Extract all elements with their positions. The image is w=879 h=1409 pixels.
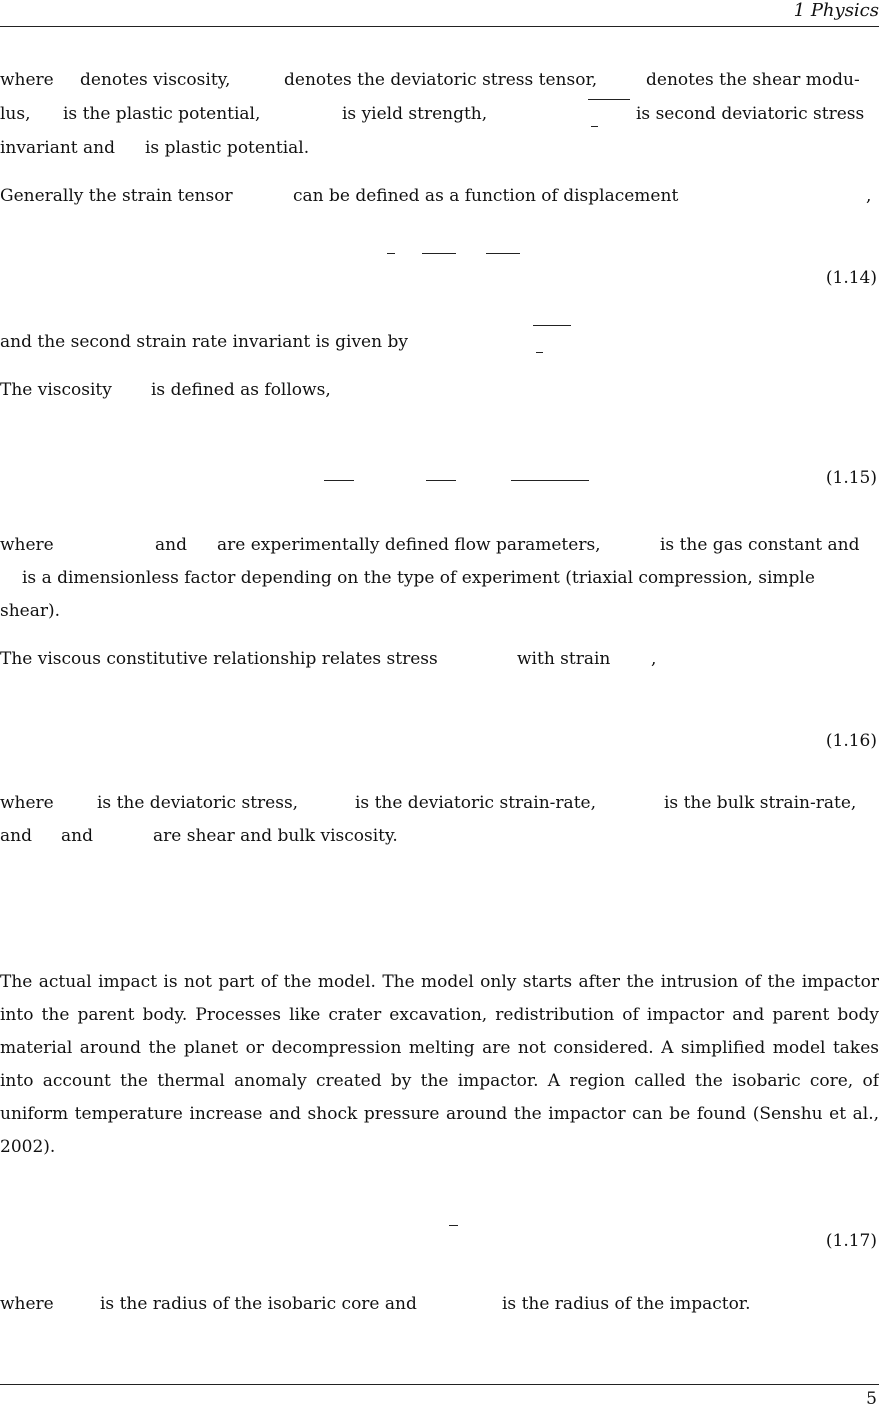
text-fragment: where — [0, 1294, 54, 1314]
sqrt-overbar — [588, 99, 630, 100]
text-line — [0, 70, 879, 92]
text-fragment: is the deviatoric stress, — [97, 793, 299, 813]
text-fragment: The viscous constitutive relationship relates stress — [0, 649, 438, 669]
equation-number: (1.15) — [825, 468, 877, 488]
text-line — [0, 826, 879, 848]
text-fragment: is the plastic potential, — [63, 104, 261, 124]
text-fragment: is the deviatoric strain-rate, — [355, 793, 596, 813]
text-fragment: and the second strain rate invariant is given by — [0, 332, 408, 352]
text-fragment: are shear and bulk viscosity. — [153, 826, 398, 846]
text-fragment: is the bulk strain-rate, — [664, 793, 857, 813]
equation-number: (1.14) — [825, 268, 877, 288]
text-line — [0, 1294, 879, 1316]
fraction-bar — [324, 480, 354, 481]
text-fragment: is defined as follows, — [151, 380, 331, 400]
fraction-dash — [449, 1225, 458, 1226]
text-fragment: with strain — [517, 649, 611, 669]
text-line — [0, 138, 879, 160]
equation-number: (1.16) — [825, 731, 877, 751]
text-fragment: Generally the strain tensor — [0, 186, 233, 206]
text-fragment: is the radius of the isobaric core and — [100, 1294, 417, 1314]
text-fragment: , — [651, 649, 657, 669]
text-fragment: denotes the shear modu- — [646, 70, 860, 90]
text-fragment: and — [61, 826, 93, 846]
text-fragment: is second deviatoric stress — [636, 104, 865, 124]
text-fragment: is plastic potential. — [145, 138, 310, 158]
footer-rule — [0, 1384, 879, 1385]
page-header — [0, 0, 879, 27]
text-fragment: The viscosity — [0, 380, 112, 400]
text-fragment: can be defined as a function of displacement — [293, 186, 679, 206]
text-fragment: is a dimensionless factor depending on the type of experiment (triaxial compression, simple — [22, 568, 815, 588]
running-title: 1 Physics — [793, 0, 879, 21]
fraction-bar — [426, 480, 456, 481]
sqrt-overbar — [533, 325, 571, 326]
text-fragment: are experimentally defined flow parameters, — [217, 535, 601, 555]
page-number: 5 — [866, 1389, 877, 1409]
text-fragment: is the gas constant and — [660, 535, 860, 555]
text-fragment: where — [0, 535, 54, 555]
fraction-dash — [387, 253, 395, 254]
fraction-bar — [422, 253, 456, 254]
text-line — [0, 793, 879, 815]
text-line — [0, 332, 879, 354]
text-fragment: is yield strength, — [342, 104, 488, 124]
text-fragment: lus, — [0, 104, 31, 124]
text-fragment: where — [0, 793, 54, 813]
text-fragment: shear). — [0, 601, 61, 621]
text-line — [0, 568, 879, 590]
text-fragment: , — [866, 186, 872, 206]
text-line — [0, 649, 879, 671]
text-line — [0, 186, 879, 208]
fraction-dash — [591, 126, 598, 127]
text-line — [0, 380, 879, 402]
fraction-bar — [486, 253, 520, 254]
text-line — [0, 104, 879, 126]
text-line — [0, 601, 879, 623]
text-fragment: where — [0, 70, 54, 90]
text-fragment: denotes viscosity, — [80, 70, 231, 90]
fraction-bar — [511, 480, 589, 481]
text-line — [0, 535, 879, 557]
text-fragment: and — [0, 826, 32, 846]
impact-paragraph: The actual impact is not part of the model. The model only starts after the intrusion of the impactor into the parent body. Processes like crater excavation, redistribution of impactor and parent body material around the planet or decompression melting are not considered. A simplified model takes into account the thermal anomaly created by the impactor. A region called the isobaric core, of uniform temperature increase and shock pressure around the impactor can be found (Senshu et al., 2002). — [0, 972, 879, 1157]
text-fragment: invariant and — [0, 138, 115, 158]
text-fragment: denotes the deviatoric stress tensor, — [284, 70, 598, 90]
text-fragment: and — [155, 535, 187, 555]
equation-number: (1.17) — [825, 1231, 877, 1251]
text-fragment: is the radius of the impactor. — [502, 1294, 751, 1314]
